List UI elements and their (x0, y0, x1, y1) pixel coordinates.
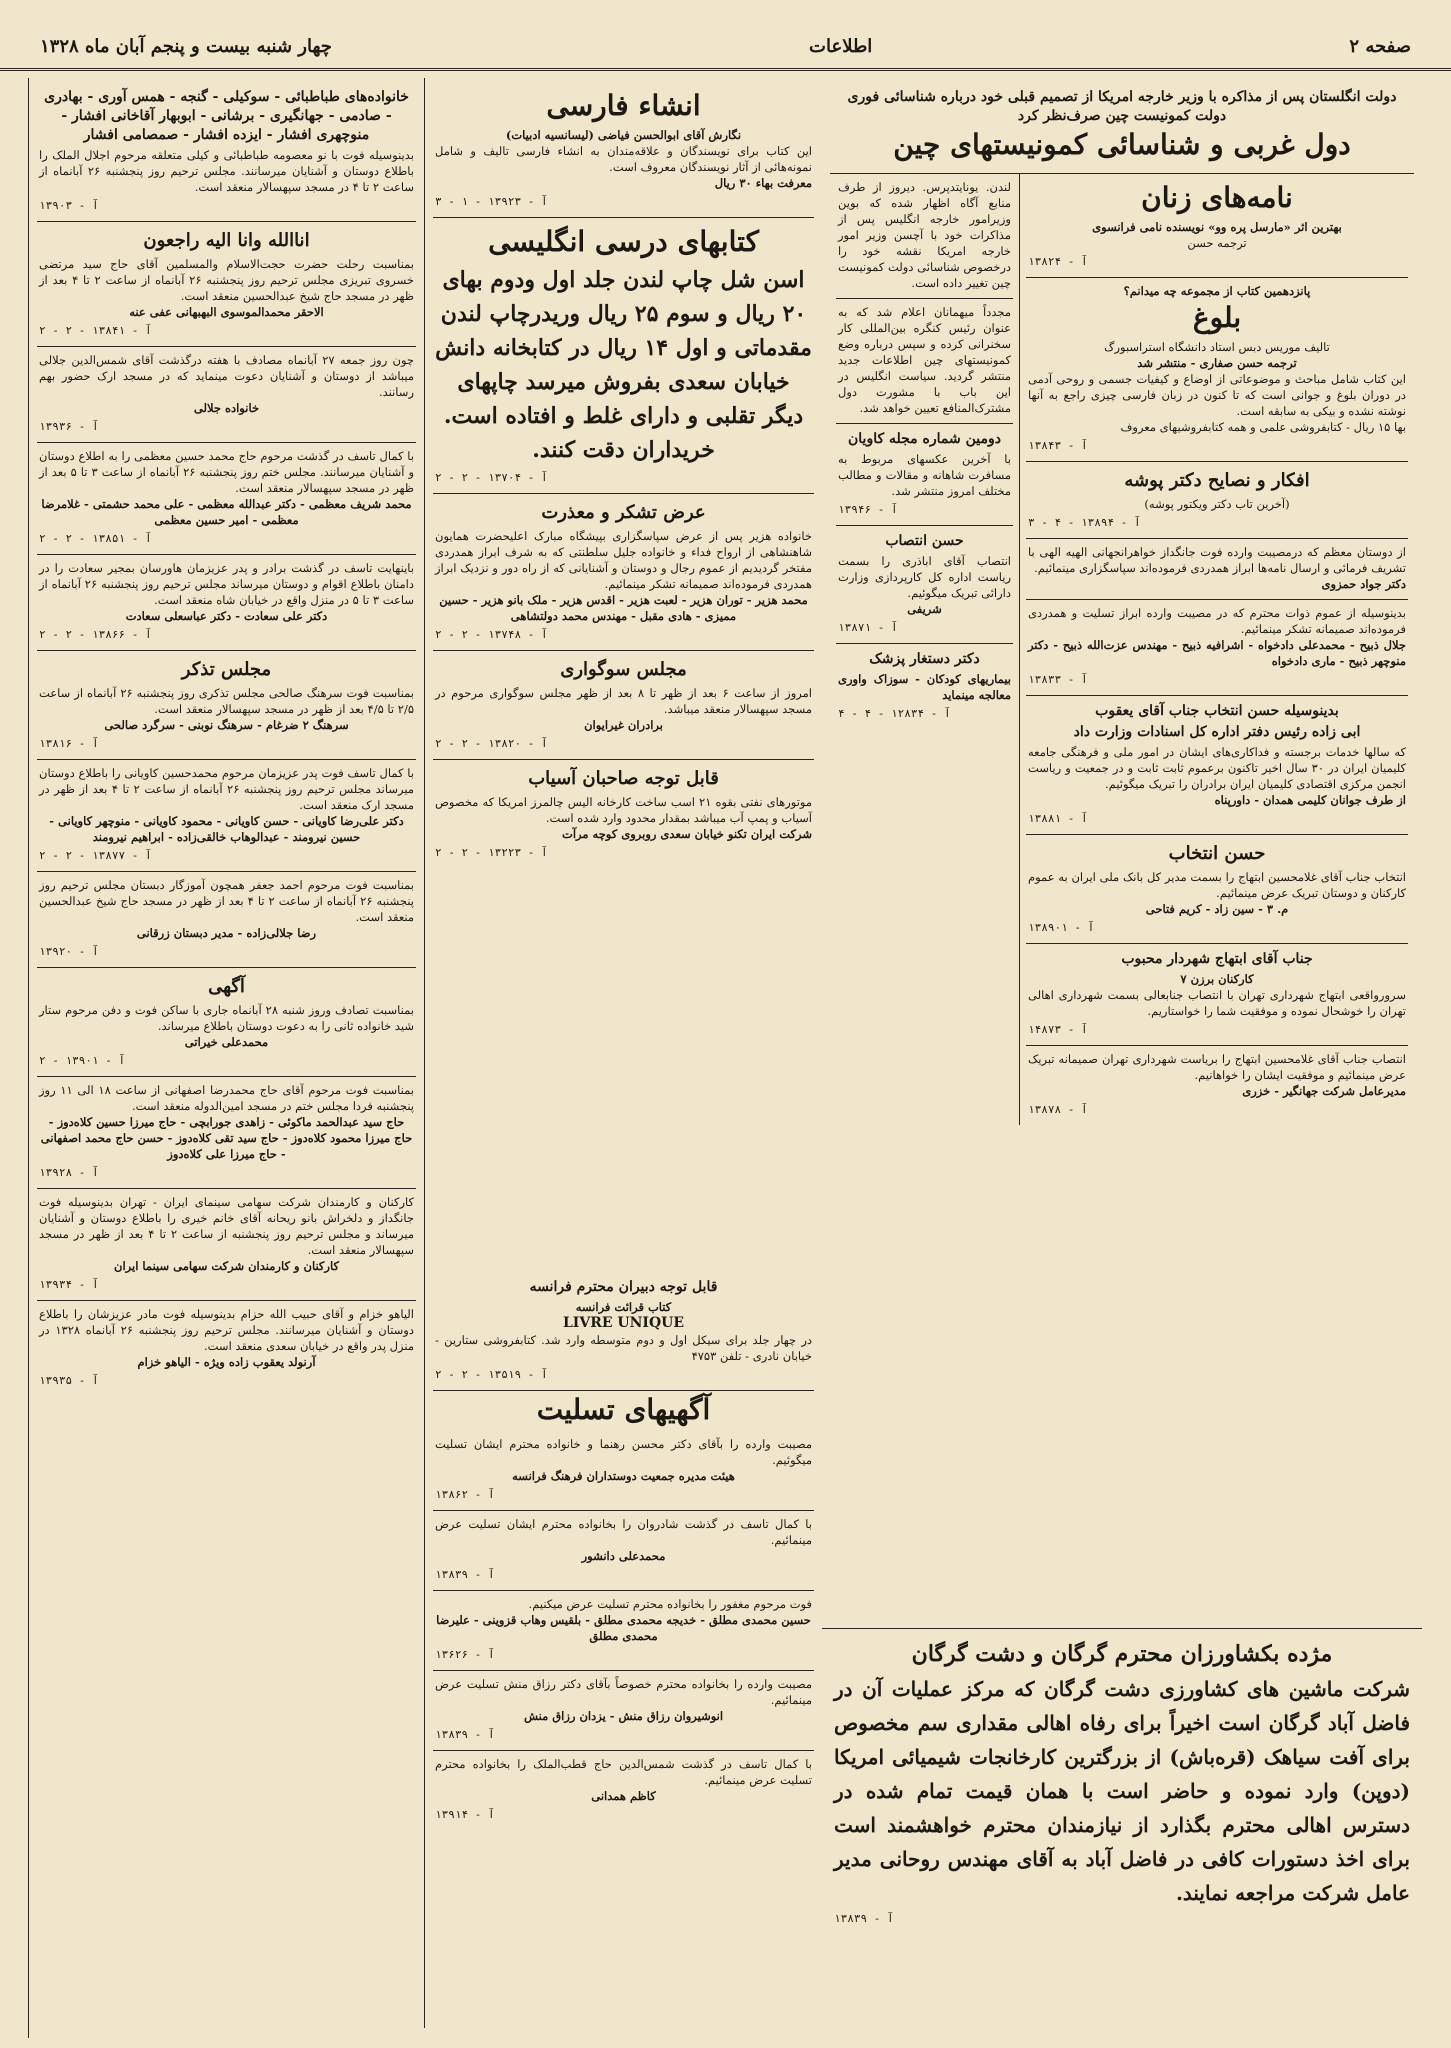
notice-title: خانواده‌های طباطبائی - سوکیلی - گنجه - همس آوری - بهادری - صادمی - جهانگیری - برشانی - ابوبهار آقاخانی افشار - منوچهری افشار - ایزده افشار - صمصامی افشار (44, 89, 409, 143)
right-inner-column (1020, 174, 1414, 1125)
notice-title: آگهی (208, 976, 245, 997)
ad-code: آ - ۱۳۸۶۲ (435, 1488, 495, 1501)
ad-code: آ - ۱۳۶۲۶ (435, 1648, 495, 1661)
paper-name: اطلاعات (809, 35, 873, 57)
ad-code: آ - ۱۳۸۷۸ (1028, 1103, 1088, 1116)
notice-saadat (37, 555, 416, 651)
notice-body: بمناسبت رحلت حضرت حجت‌الاسلام والمسلمین آقای حاج سید مرتضی خسروی تبریزی مجلس ترحیم روز پنجشنبه ۲۶ آبانماه از ساعت ۲ تا ۴ بعد از ظهر در مسجد حاج شیخ عبدالحسین منعقد است. (39, 257, 414, 303)
ad-code: آ - ۱۳۸۳۳ (1028, 673, 1088, 686)
ad-body: امروز از ساعت ۶ بعد از ظهر تا ۸ بعد از ظهر مجلس سوگواری مرحوم در مسجد سپهسالار منعقد میباشد. (435, 686, 812, 716)
notice-signer: رضا جلالی‌زاده - مدیر دبستان زرقانی (136, 926, 317, 940)
condolence-section-title: آگهیهای تسلیت (536, 1393, 711, 1426)
ad-signer: هیئت مدیره جمعیت دوستداران فرهنگ فرانسه (512, 1469, 735, 1483)
ad-doctor (836, 644, 1013, 729)
ad-yaghoob (1026, 696, 1408, 835)
ad-sogvari-title: مجلس سوگواری (560, 659, 687, 680)
ad-code: آ - ۱۳۵۱۹ - ۲ - ۲ (435, 1368, 548, 1381)
ad-sogvari (433, 651, 814, 760)
notice-sinema (37, 1189, 416, 1301)
ad-code: آ - ۱۳۸۹۴ - ۴ - ۳ (1028, 516, 1141, 529)
ad-ebtehaj-2 (1026, 1046, 1408, 1125)
ad-code: آ - ۱۳۸۱۶ (39, 737, 99, 750)
ad-english-title: کتابهای درسی انگلیسی (488, 225, 759, 258)
lead-column-1: لندن. یونایتدپرس. دیروز از طرف منابع آگاه اظهار شده که بوین وزیرامور خارجه انگلیس پس از مذاکرات خود با آچسن وزیر امور خارجه امریکا نقشه خود را درخصوص شناسائی دولت کمونیست چین تغییر داده است. (836, 174, 1013, 299)
ad-yaghoob-title: بدینوسیله حسن انتخاب جناب آقای یعقوب (1095, 703, 1339, 719)
condolence-item (433, 1511, 814, 1591)
right-outer-column (830, 174, 1020, 1125)
notice-signer: دکتر علی سعادت - دکتر عباسعلی سعادت (125, 609, 328, 623)
ad-body: از دوستان معظم که درمصیبت وارده فوت جانگداز خواهرانجهانی الهیه الهی با تشریف فرمائی و ارسال نامه‌ها ابراز همدردی فرموده‌اند سپاسگزاری مینمائیم. (1028, 545, 1406, 575)
ad-thanks-hamzavi (1026, 539, 1408, 600)
notice-kolahdooz (37, 1077, 416, 1189)
notice-body: با کمال تاسف فوت پدر عزیزمان مرحوم محمدحسین کاویانی را باطلاع دوستان میرساند مجلس ترحیم روز پنجشنبه ۲۶ آبانماه از ساعت ۲ تا ۴ بعد از ظهر در مسجد ارک منعقد است. (39, 766, 414, 812)
ad-letters (1026, 174, 1408, 278)
ad-french-latin: LIVRE UNIQUE (562, 1315, 685, 1331)
notice-body: چون روز جمعه ۲۷ آبانماه مصادف با هفته درگذشت آقای شمس‌الدین جلالی میباشد از دوستان و آشنایان دعوت مینماید که در مسجد ارک حضور بهم رسانند. (39, 353, 415, 399)
notice-signer: محمد شریف معظمی - دکتر عبدالله معظمی - علی محمد حشمتی - غلامرضا معظمی - امیر حسین معظمی (41, 497, 412, 527)
ad-body: مصیبت وارده را بآقای دکتر محسن رهنما و خانواده محترم ایشان تسلیت میگوئیم. (435, 1437, 812, 1467)
ad-body: خانواده هزیر پس از عرض سپاسگزاری بپیشگاه مبارک اعلیحضرت همایون شاهنشاهی از ارواح فداء و خانواده جلیل سلطنتی که به شرف ابراز همدردی مفتخر گردیدیم از عموم رجال و دوستان و آشنایانی که از راه دور و نزدیک ابراز همدردی فرموده‌اند صمیمانه تشکر مینمائیم. (435, 529, 812, 591)
ad-entesab-title: حسن انتصاب (885, 533, 964, 549)
ad-signer: محمد هزیر - توران هزیر - لعبت هزیر - اقدس هزیر - ملک بانو هزیر - حسین ممیزی - هادی مقبل - مهندس محمد دولتشاهی (439, 593, 808, 623)
notice-title: مجلس تذکر (181, 659, 272, 680)
notice-body: باینهایت تاسف در گذشت برادر و پدر عزیزمان هاورسان بمجیر سعادت را در دامنان باطلاع اقوام و دوستان میرساند مجلس ترحیم روز پنجشنبه ۲۶ آبانماه از ساعت ۳ تا ۵ در منزل واقع در خیابان شاه منعقد است. (39, 561, 414, 607)
ad-afkar-title: افکار و نصایح دکتر پوشه (1124, 470, 1310, 491)
ad-body: که سالها خدمات برجسته و فداکاری‌های ایشان در امور ملی و فرهنگی جامعه کلیمیان ایران در ۳۰ سال اخیر تاکنون برعموم ثابت ثابت و در جمعیت و ریاست انجمن مرکزی اقتصادی کلیمیان ایران برادران را تبریک میگوئیم. (1028, 745, 1406, 791)
ad-french-book: کتاب قرائت فرانسه (575, 1300, 672, 1314)
ad-afkar-sub: (آخرین تاب دکتر ویکتور پوشه) (1144, 497, 1290, 511)
ad-letters-translator: ترجمه حسن (1187, 236, 1247, 250)
ad-signer: شریفی (907, 602, 942, 616)
ad-code: آ - ۱۳۸۶۶ - ۲ - ۲ (39, 628, 152, 641)
ad-code: آ - ۱۲۸۳۴ - ۴ - ۴ (838, 707, 951, 720)
ad-signer: از طرف جوانان کلیمی همدان - داورپناه (1214, 793, 1406, 807)
ad-code: آ - ۱۳۹۲۳ - ۱ - ۳ (435, 195, 548, 208)
masthead (0, 24, 1451, 71)
notice-body: بمناسبت فوت مرحوم احمد جعفر همچون آموزگار دبستان مجلس ترحیم روز پنجشنبه ۲۶ آبانماه از ساعت ۲ تا ۴ بعد از ظهر در مسجد حاج شیخ عبدالحسین منعقد است. (39, 878, 414, 924)
right-column (822, 78, 1422, 1628)
condolence-item (433, 1431, 814, 1511)
ad-thanks-zabih (1026, 600, 1408, 696)
ad-code: آ - ۱۳۸۴۳ (1028, 439, 1088, 452)
ad-bolugh-price: بها ۱۵ ریال - کتابفروشی علمی و همه کتابفروشیهای معروف (1120, 420, 1406, 434)
notice-signer: حاج سید عبدالحمد ماکوئی - زاهدی جورابچی - حاج میرزا حسین کلاه‌دوز - حاج میرزا محمود کلاه‌دوز - حاج سید تقی کلاه‌دوز - حسن حاج محمد اصفهانی - حاج میرزا علی کلاه‌دوز (40, 1115, 413, 1161)
ad-english-books (433, 218, 814, 494)
ad-code: آ - ۱۳۹۲۰ (39, 945, 99, 958)
ad-body: انتخاب جناب آقای غلامحسین ابتهاج را بسمت مدیر کل بانک ملی ایران به عموم کارکنان و دوستان تبریک عرض مینمائیم. (1028, 870, 1406, 900)
ad-signer: مدیرعامل شرکت جهانگیر - خزری (1242, 1084, 1406, 1098)
ad-code: آ - ۱۳۹۴۶ (838, 503, 898, 516)
ad-body: در چهار جلد برای سیکل اول و دوم متوسطه وارد شد. کتابفروشی ستارین - خیابان نادری - تلفن ۴۷۵۳ (435, 1333, 812, 1363)
ad-code: آ - ۱۳۸۲۴ (1028, 255, 1088, 268)
lead-article (830, 82, 1414, 174)
ad-signer: حسین محمدی مطلق - خدیجه محمدی مطلق - بلقیس وهاب قزوینی - علیرضا محمدی مطلق (436, 1613, 811, 1643)
notice-body: کارکنان و کارمندان شرکت سهامی سینمای ایران - تهران بدینوسیله فوت جانگداز و دلخراش بانو ریحانه آقای خانم خیری را باطلاع دوستان و آشنایان میرساند و مجلس ترحیم روز پنجشنبه از ساعت ۲ تا ۴ بعد از ظهر در مسجد سپهسالار منعقد است. (39, 1195, 414, 1257)
ad-bolugh-translator: ترجمه حسن صفاری - منتشر شد (1137, 356, 1297, 370)
notice-signer: سرهنگ ۲ ضرغام - سرهنگ نوبنی - سرگرد صالحی (104, 718, 349, 732)
ad-bolugh-title: بلوغ (1192, 301, 1242, 334)
ad-entesab (836, 526, 1013, 644)
ad-code: آ - ۱۳۸۳۹ (435, 1728, 495, 1741)
ad-body: با آخرین عکسهای مربوط به مسافرت شاهانه و مقالات و مطالب مختلف امروز منتشر شد. (838, 452, 1011, 498)
notice-body: الیاهو خزام و آقای حبیب الله حزام بدینوسیله فوت مادر عزیزشان را باطلاع دوستان و آشنایان میرسانند. مجلس ترحیم روز پنجشنبه ۲۶ آبانماه ۱۳۲۸ در منزل پدر واقع در خیابان سعدی منعقد است. (39, 1307, 414, 1353)
ad-code: آ - ۱۳۸۳۹ (834, 1912, 894, 1925)
lead-kicker: دولت انگلستان پس از مذاکره با وزیر خارجه امریکا از تصمیم قبلی خود درباره شناسائی فوری دولت کمونیست چین صرف‌نظر کرد (847, 89, 1397, 124)
notice-zarghani (37, 872, 416, 968)
ad-yaghoob-name: ابی زاده رئیس دفتر اداره کل اسنادات وزارت داد (1073, 724, 1361, 740)
ad-english-body: اسن شل چاپ لندن جلد اول ودوم بهای ۲۰ ریال و سوم ۲۵ ریال وریدرچاپ لندن مقدماتی و اول ۱۴ ریال در کتابخانه دانش خیابان سعدی بفروش میرسد چاپهای دیگر تقلبی و دارای غلط و افتاده است. خریداران دقت کنند. (435, 267, 812, 463)
ad-signer: کاظم همدانی (591, 1789, 656, 1803)
ad-signer: م. ۳ - سین زاد - کریم فتاحی (1145, 902, 1289, 916)
ad-ebtehaj-sub: کارکنان برزن ۷ (1180, 972, 1254, 986)
ad-asiab-address: شرکت ایران تکنو خیابان سعدی روبروی کوچه مرآت (562, 827, 812, 841)
notice-families (37, 82, 416, 222)
ad-ebtehaj (1026, 944, 1408, 1046)
lead-column-2: مجدداً میهمانان اعلام شد که به عنوان رئیس کنگره بین‌المللی کار سخنرانی کرده و سپس درباره وضع کمونیستهای چین اطلاعات جدید منتشر گردید. سیاست انگلیس در این باب با مشورت دول مشترک‌المنافع تعیین خواهد شد. (836, 299, 1013, 424)
ad-body: موتورهای نفتی بقوه ۲۱ اسب ساخت کارخانه الیس چالمرز امریکا که مخصوص آسیاب و پمپ آب میباشد بمقدار محدود وارد شده است. (435, 795, 813, 825)
ad-gorgan-body: شرکت ماشین های کشاورزی دشت گرگان که مرکز عملیات آن در فاضل آباد گرگان است اخیراً برای رفاه اهالی مقداری سم مخصوص برای آفت سیاهک (قره‌باش) از بزرگترین کارخانجات شیمیائی امریکا (دوپن) وارد نموده و حاضر است با همان قیمت تمام شده در دسترس اهالی محترم بگذارد از نیازمندان محترم خواهشمند است برای اخذ دستورات کافی در فاضل آباد به آقای مهندس روحانی مدیر عامل شرکت مراجعه نمایند. (834, 1677, 1410, 1905)
ad-letters-byline: بهترین اثر «مارسل پره وو» نویسنده نامی فرانسوی (1092, 220, 1342, 234)
ad-body: بدینوسیله از عموم ذوات محترم که در مصیبت وارده ابراز تسلیت و همدردی فرموده‌اند صمیمانه تشکر مینمائیم. (1028, 606, 1406, 636)
ad-code: آ - ۱۳۹۳۵ (39, 1374, 99, 1387)
lead-headline: دول غربی و شناسائی کمونیستهای چین (893, 128, 1351, 161)
right-split (830, 174, 1414, 1125)
ad-signer: دکتر جواد حمزوی (1321, 577, 1406, 591)
ad-mojalleh-title: دومین شماره مجله کاویان (848, 431, 1001, 447)
ad-code: آ - ۱۳۸۷۱ (838, 621, 898, 634)
notice-jalali (37, 347, 416, 443)
notice-body: با کمال تاسف در گذشت مرحوم حاج محمد حسین معظمی را به اطلاع دوستان و آشنایان میرسانند. مجلس ختم روز پنجشنبه ۲۶ آبانماه از ساعت ۳ تا ۵ بعد از ظهر در مسجد سپهسالار منعقد است. (39, 449, 414, 495)
ad-body: فوت مرحوم مغفور را بخانواده محترم تسلیت عرض میکنیم. (528, 1597, 812, 1611)
ad-doctor-title: دکتر دستغار پزشک (869, 651, 980, 667)
ad-ensha (433, 82, 814, 218)
ad-body: با کمال تاسف در گذشت شمس‌الدین حاج قطب‌الملک را بخانواده محترم تسلیت عرض مینمائیم. (435, 1757, 812, 1787)
notice-signer: دکتر علی‌رضا کاویانی - حسن کاویانی - محمود کاویانی - منوچهر کاویانی - حسین نیرومند - عبدالوهاب خالقی‌زاده - ابراهیم نیرومند (49, 814, 404, 844)
ad-bolugh-kicker: پانزدهمین کتاب از مجموعه چه میدانم؟ (1123, 284, 1311, 298)
ad-code: آ - ۱۳۹۰۱ - ۲ (39, 1054, 126, 1067)
notice-signer: محمدعلی خیراتی (184, 1035, 269, 1049)
ad-asiab (433, 760, 814, 868)
ad-french-title: قابل توجه دبیران محترم فرانسه (529, 1279, 718, 1295)
ad-bolugh-body: این کتاب شامل مباحث و موضوعاتی از اوضاع و کیفیات جسمی و روحی آدمی در دوران بلوغ و جوانی است که تا کنون در زبان فارسی چیزی راجع به آنها نوشته نشده و بیکی به سابقه است. (1028, 372, 1406, 418)
notice-kaviani (37, 760, 416, 872)
condolence-item (433, 1671, 814, 1751)
ad-ensha-title: انشاء فارسی (546, 89, 701, 122)
ad-tashakor-title: عرض تشکر و معذرت (541, 502, 706, 523)
ad-french (433, 1272, 814, 1391)
ad-code: آ - ۱۳۸۸۱ (1028, 812, 1088, 825)
notice-signer: الاحقر محمدالموسوی البهبهانی عفی عنه (129, 305, 324, 319)
ad-bolugh (1026, 278, 1408, 462)
ad-mojalleh (836, 424, 1013, 526)
ad-signer: جلال ذبیح - محمدعلی دادخواه - اشرافیه ذبیح - مهندس عزت‌الله ذبیح - دکتر منوچهر ذبیح - ماری دادخواه (1028, 638, 1406, 668)
ad-hosn-title: حسن انتخاب (1168, 843, 1266, 864)
ad-code: آ - ۱۳۹۳۴ (39, 1278, 99, 1291)
notice-body: بمناسبت تصادف وروز شنبه ۲۸ آبانماه جاری با ساکن فوت و دفن مرحوم ستار شید خانواده ثانی را به دعوت دوستان باطلاع میرساند. (39, 1003, 414, 1033)
ad-code: آ - ۱۳۸۵۱ - ۲ - ۲ (39, 532, 152, 545)
ad-code: آ - ۱۳۹۲۸ (39, 1166, 99, 1179)
notice-moazzami (37, 443, 416, 555)
notice-body: بدینوسیله فوت با نو معصومه طباطبائی و کیلی متعلقه مرحوم اجلال الملک را باطلاع دوستان و آشنایان میرسانند. مجلس ترحیم روز پنجشنبه ۲۶ آبانماه از ساعت ۲ تا ۴ در مسجد سپهسالار منعقد است. (39, 148, 414, 194)
ad-code: آ - ۱۳۲۲۳ - ۲ - ۲ (435, 846, 548, 859)
ad-body: مصیبت وارده را بخانواده محترم خصوصاً بآقای دکتر رزاق منش تسلیت عرض مینمائیم. (435, 1677, 812, 1707)
ad-gorgan-title: مژده بکشاورزان محترم گرگان و دشت گرگان (911, 1641, 1333, 1667)
ad-code: آ - ۱۴۸۷۳ (1028, 1023, 1088, 1036)
ad-body: با کمال تاسف در گذشت شادروان را بخانواده محترم ایشان تسلیت عرض مینمائیم. (435, 1517, 812, 1547)
ad-code: آ - ۱۳۷۴۸ - ۲ - ۲ (435, 628, 548, 641)
ad-body: بیماریهای کودکان - سوزاک واوری معالجه مینماید (838, 672, 1011, 702)
notice-khazzam (37, 1301, 416, 1396)
notice-body: بمناسبت فوت مرحوم آقای حاج محمدرضا اصفهانی از ساعت ۱۸ الی ۱۱ روز پنجشنبه فردا مجلس ختم در مسجد امین‌الدوله منعقد است. (39, 1083, 414, 1113)
ad-body: انتصاب آقای اباذری را بسمت ریاست اداره کل کارپردازی وزارت دارائی تبریک میگوئیم. (838, 554, 1011, 600)
ad-body: انتصاب جناب آقای غلامحسین ابتهاج را بریاست شهرداری تهران صمیمانه تبریک عرض مینمائیم و موفقیت ایشان را خواهانیم. (1028, 1052, 1406, 1082)
middle-column-lower (424, 1268, 822, 2028)
notice-body: بمناسبت فوت سرهنگ صالحی مجلس تذکری روز پنجشنبه ۲۶ آبانماه از ساعت ۲/۵ تا ۴/۵ بعد از ظهر در مسجد سپهسالار منعقد است. (39, 686, 414, 716)
ad-tashakor (433, 494, 814, 651)
ad-body: سرورواقعی ابتهاج شهرداری تهران با انتصاب جنابعالی بسمت شهرداری اهالی تهران را خوشحال نموده و موفقیت شما را خواستاریم. (1028, 988, 1406, 1018)
ad-ensha-by: نگارش آقای ابوالحسن فیاضی (لیسانسیه ادبیات) (505, 128, 742, 142)
notice-tazakkor (37, 651, 416, 760)
notice-title: اناالله وانا الیه راجعون (143, 230, 310, 251)
ad-signer: برادران غیرایوان (584, 718, 663, 732)
ad-asiab-title: قابل توجه صاحبان آسیاب (528, 768, 719, 789)
ad-letters-title: نامه‌های زنان (1141, 181, 1293, 214)
page-number: صفحه ۲ (1349, 35, 1411, 57)
ad-code: آ - ۱۳۹۳۶ (39, 420, 99, 433)
ad-code: آ - ۱۳۹۰۳ (39, 199, 99, 212)
notice-signer: خانواده جلالی (193, 401, 260, 415)
ad-signer: محمدعلی دانشور (581, 1549, 666, 1563)
ad-hosn-entekhab (1026, 835, 1408, 944)
ad-ensha-price: معرفت بهاء ۳۰ ریال (714, 176, 812, 190)
notice-inna (37, 222, 416, 347)
ad-code: آ - ۱۳۸۷۷ - ۲ - ۲ (39, 849, 152, 862)
ad-gorgan (822, 1628, 1422, 2034)
issue-date: چهار شنبه بیست و پنجم آبان ماه ۱۳۲۸ (40, 35, 332, 57)
ad-body: این کتاب برای نویسندگان و علاقه‌مندان به انشاء فارسی تالیف و شامل نمونه‌هائی از آثار نویسندگان معروف است. (435, 144, 812, 174)
ad-code: آ - ۱۳۸۴۱ - ۲ - ۲ (39, 324, 152, 337)
ad-code: آ - ۱۳۸۳۹ (435, 1568, 495, 1581)
ad-signer: انوشیروان رزاق منش - یزدان رزاق منش (523, 1709, 724, 1723)
left-column (28, 78, 424, 2038)
ad-code: آ - ۱۳۷۰۴ - ۲ - ۲ (435, 471, 548, 484)
condolence-item (433, 1751, 814, 1830)
ad-afkar (1026, 462, 1408, 539)
middle-column (424, 78, 822, 1268)
notice-signer: کارکنان و کارمندان شرکت سهامی سینما ایران (114, 1259, 339, 1273)
condolence-item (433, 1591, 814, 1671)
ad-bolugh-author: تالیف موریس دبس استاد دانشگاه استراسبورگ (1104, 340, 1330, 354)
ad-code: آ - ۱۳۹۱۴ (435, 1808, 495, 1821)
ad-code: آ - ۱۳۸۲۰ - ۲ - ۲ (435, 737, 548, 750)
ad-code: آ - ۱۳۸۹۰۱ (1028, 921, 1095, 934)
ad-ebtehaj-title: جناب آقای ابتهاج شهردار محبوب (1121, 951, 1313, 967)
notice-signer: آرنولد یعقوب زاده ویژه - الیاهو خزام (137, 1355, 316, 1369)
notice-agahi (37, 968, 416, 1077)
